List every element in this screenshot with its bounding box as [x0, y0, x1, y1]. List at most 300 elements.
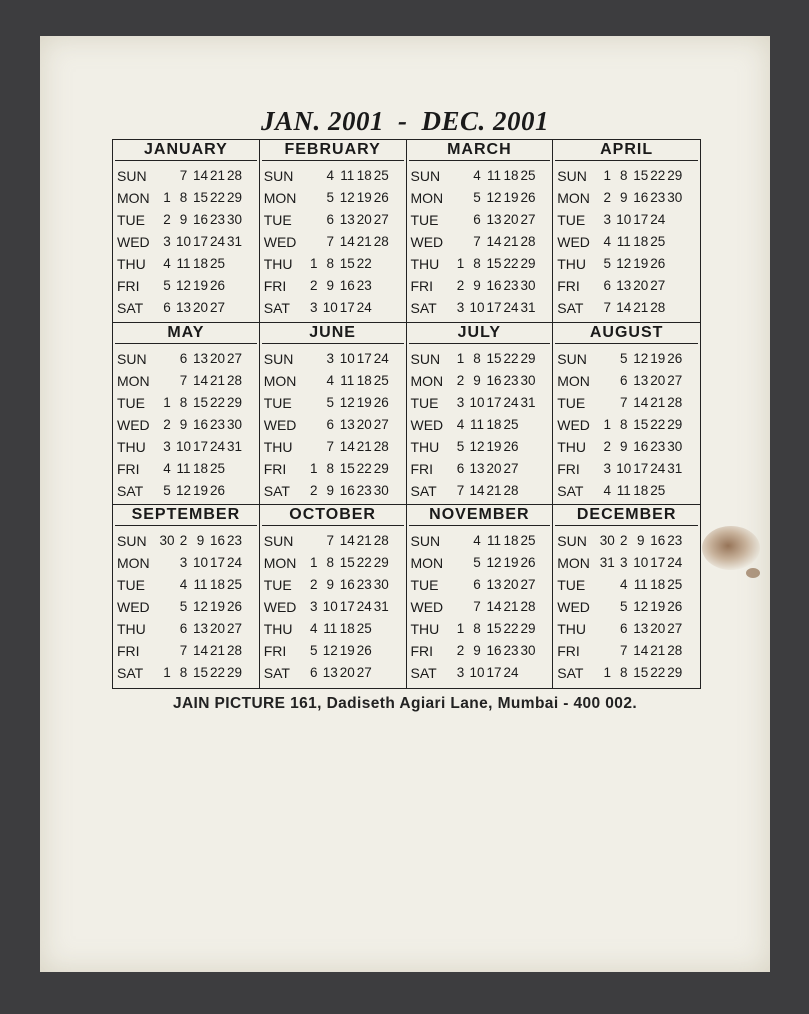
date-number: 20 — [339, 665, 355, 681]
date-number: 18 — [356, 372, 372, 388]
stain-mark — [746, 568, 760, 578]
date-number: 15 — [486, 256, 502, 271]
date-number: 10 — [322, 599, 338, 615]
weekday-label: FRI — [410, 460, 434, 477]
date-number — [159, 370, 175, 392]
date-number: 9 — [636, 533, 645, 549]
month-block — [260, 505, 407, 688]
date-number: 31 — [599, 555, 615, 571]
date-number: 1 — [603, 416, 611, 432]
date-numbers — [306, 436, 390, 458]
weekday-row — [117, 458, 259, 480]
date-number: 16 — [339, 278, 355, 293]
date-number — [306, 187, 322, 209]
date-number: 21 — [486, 482, 502, 498]
date-number: 27 — [520, 212, 536, 227]
date-number: 18 — [486, 416, 502, 432]
date-numbers — [159, 618, 243, 640]
heading-to: DEC. 2001 — [421, 106, 550, 136]
weekday-row — [557, 275, 700, 297]
weekday-label: SUN — [263, 168, 294, 184]
date-number: 11 — [340, 168, 355, 183]
date-number: 29 — [520, 621, 536, 637]
weekday-row — [117, 414, 259, 436]
date-number: 25 — [209, 256, 226, 271]
date-number: 18 — [209, 577, 226, 593]
date-numbers — [159, 596, 243, 618]
date-number: 22 — [209, 665, 226, 681]
date-number: 18 — [650, 577, 666, 593]
weekday-row — [264, 480, 406, 502]
weekday-row — [264, 596, 406, 618]
weekday-row — [411, 275, 553, 297]
weekday-row — [264, 370, 406, 392]
date-numbers — [159, 414, 243, 436]
date-number: 9 — [619, 190, 628, 205]
date-number — [520, 414, 537, 436]
weekday-label: THU — [410, 256, 440, 272]
date-number: 14 — [633, 643, 649, 659]
date-number: 23 — [356, 577, 372, 593]
date-number: 13 — [175, 300, 192, 315]
date-number: 1 — [309, 460, 318, 476]
date-number: 7 — [619, 394, 628, 410]
date-number — [373, 618, 390, 640]
date-number: 7 — [179, 643, 188, 659]
date-number: 26 — [667, 599, 683, 615]
weekday-row — [411, 165, 553, 187]
weekday-label: TUE — [263, 212, 292, 228]
date-number: 7 — [179, 372, 188, 388]
date-number: 31 — [667, 460, 683, 476]
date-numbers — [599, 640, 683, 662]
date-number — [666, 480, 683, 502]
date-number — [599, 348, 615, 370]
date-number: 11 — [340, 372, 355, 388]
date-number: 27 — [650, 278, 666, 293]
date-number: 21 — [633, 300, 649, 315]
date-number: 7 — [179, 168, 188, 183]
date-numbers — [306, 370, 390, 392]
date-number — [599, 640, 615, 662]
weekday-label: TUE — [117, 394, 145, 411]
date-number: 19 — [339, 643, 355, 659]
date-number: 21 — [209, 168, 226, 183]
date-number — [306, 209, 322, 231]
weekday-row — [411, 370, 553, 392]
date-number — [599, 618, 615, 640]
weekday-label: THU — [410, 621, 440, 638]
weekday-row — [117, 275, 259, 297]
weekday-row — [411, 253, 553, 275]
date-number: 23 — [209, 416, 226, 432]
date-number: 25 — [650, 234, 666, 249]
date-number: 31 — [226, 234, 243, 249]
weekday-label: TUE — [410, 212, 439, 228]
weekday-row — [411, 231, 553, 253]
date-number — [599, 596, 615, 618]
date-number: 7 — [619, 643, 628, 659]
date-number: 23 — [356, 278, 372, 293]
date-number: 26 — [520, 555, 536, 571]
date-number — [599, 370, 615, 392]
date-numbers — [159, 392, 243, 414]
date-number: 21 — [503, 234, 519, 249]
date-number: 28 — [520, 234, 536, 249]
month-name: FEBRUARY — [262, 140, 404, 161]
date-number: 21 — [356, 438, 372, 454]
calendar-heading — [40, 106, 770, 137]
date-number: 1 — [456, 350, 465, 366]
weekday-row — [411, 480, 553, 502]
date-number: 13 — [486, 577, 502, 593]
date-number: 17 — [486, 394, 502, 410]
weekday-label: THU — [117, 621, 146, 638]
date-number: 17 — [650, 555, 666, 571]
date-numbers — [159, 574, 243, 596]
weekday-row — [264, 414, 406, 436]
date-number: 1 — [603, 168, 611, 183]
weekday-row — [117, 370, 259, 392]
date-number: 29 — [226, 394, 243, 410]
date-number — [159, 596, 175, 618]
date-numbers — [453, 209, 537, 231]
weekday-label: SUN — [263, 350, 294, 367]
weekday-label: THU — [117, 256, 146, 272]
date-number — [666, 209, 683, 231]
date-numbers — [599, 253, 683, 275]
month-block — [113, 323, 260, 506]
weekday-row — [117, 297, 259, 319]
date-numbers — [599, 458, 683, 480]
date-numbers — [159, 436, 243, 458]
date-number — [453, 165, 469, 187]
date-number: 22 — [650, 168, 666, 183]
date-numbers — [306, 618, 390, 640]
date-number: 28 — [650, 300, 666, 315]
weekday-label: TUE — [557, 212, 586, 228]
date-number: 26 — [520, 190, 536, 205]
weekday-label: MON — [557, 555, 590, 572]
date-number: 14 — [192, 643, 209, 659]
date-number: 5 — [456, 438, 465, 454]
weekday-row — [264, 662, 406, 684]
date-number: 12 — [192, 599, 209, 615]
month-days — [407, 161, 553, 319]
date-number: 12 — [339, 394, 355, 410]
date-number: 19 — [650, 350, 666, 366]
date-numbers — [453, 436, 537, 458]
date-numbers — [159, 458, 243, 480]
date-number — [520, 458, 537, 480]
date-number: 15 — [633, 416, 649, 432]
date-number: 27 — [209, 300, 226, 315]
date-number: 6 — [619, 621, 628, 637]
weekday-row — [557, 297, 700, 319]
date-number: 13 — [469, 460, 485, 476]
date-number: 4 — [326, 372, 334, 388]
calendar-card — [40, 36, 770, 972]
date-number: 4 — [619, 577, 628, 593]
date-number: 18 — [633, 234, 649, 249]
date-number: 12 — [469, 438, 485, 454]
date-number: 14 — [192, 372, 209, 388]
date-number: 10 — [192, 555, 209, 571]
date-number: 1 — [456, 621, 465, 637]
date-number: 6 — [473, 577, 481, 593]
date-numbers — [306, 662, 390, 684]
date-number: 25 — [209, 460, 226, 476]
date-number: 27 — [520, 577, 536, 593]
date-number — [373, 253, 390, 275]
date-number: 20 — [633, 278, 649, 293]
date-number: 26 — [503, 438, 519, 454]
weekday-label: SAT — [410, 482, 437, 499]
date-number: 15 — [192, 394, 209, 410]
date-number: 5 — [326, 394, 334, 410]
weekday-label: MON — [263, 372, 297, 389]
date-number: 8 — [619, 416, 628, 432]
date-number — [373, 640, 390, 662]
date-number: 26 — [356, 643, 372, 659]
weekday-row — [117, 480, 259, 502]
date-number: 31 — [226, 438, 243, 454]
date-number: 16 — [339, 482, 355, 498]
date-number: 21 — [650, 394, 666, 410]
month-block — [407, 505, 554, 688]
weekday-label: TUE — [263, 394, 292, 411]
date-number: 3 — [603, 460, 611, 476]
date-number: 2 — [309, 482, 318, 498]
date-number: 10 — [469, 665, 485, 681]
heading-from: JAN. 2001 — [260, 106, 384, 136]
date-number: 4 — [163, 256, 171, 271]
date-numbers — [453, 392, 537, 414]
date-number: 11 — [176, 460, 191, 476]
weekday-label: SAT — [117, 665, 144, 682]
date-number: 7 — [326, 234, 334, 249]
month-name: JULY — [409, 323, 551, 344]
date-number: 23 — [650, 190, 666, 205]
weekday-row — [557, 253, 700, 275]
date-number: 9 — [196, 533, 205, 549]
date-number: 17 — [192, 234, 209, 249]
date-number: 15 — [633, 168, 649, 183]
date-number: 10 — [175, 234, 192, 249]
date-number — [453, 530, 469, 552]
date-numbers — [599, 231, 683, 253]
date-numbers — [306, 275, 390, 297]
date-numbers — [599, 275, 683, 297]
date-number: 17 — [209, 555, 226, 571]
weekday-row — [264, 165, 406, 187]
date-number: 14 — [339, 234, 355, 249]
date-number — [159, 165, 175, 187]
date-number: 22 — [356, 256, 372, 271]
month-days — [113, 344, 259, 502]
date-number: 20 — [209, 621, 226, 637]
weekday-row — [411, 458, 553, 480]
date-numbers — [159, 275, 243, 297]
date-number: 28 — [667, 394, 683, 410]
date-number: 19 — [356, 394, 372, 410]
date-number: 24 — [503, 300, 519, 315]
date-number: 4 — [179, 577, 188, 593]
date-number: 3 — [456, 300, 465, 315]
weekday-row — [264, 297, 406, 319]
weekday-row — [557, 231, 700, 253]
date-number — [226, 275, 243, 297]
date-number: 6 — [473, 212, 481, 227]
date-number: 9 — [619, 438, 628, 454]
date-number: 20 — [209, 350, 226, 366]
date-number: 30 — [667, 190, 683, 205]
date-number: 3 — [456, 394, 465, 410]
date-number — [520, 662, 537, 684]
date-number: 8 — [619, 168, 628, 183]
date-number — [599, 574, 615, 596]
weekday-row — [117, 187, 259, 209]
date-number: 11 — [616, 482, 631, 498]
date-number — [306, 530, 322, 552]
date-number: 2 — [456, 372, 465, 388]
date-number: 26 — [226, 599, 243, 615]
date-number: 27 — [356, 665, 372, 681]
date-number: 1 — [309, 555, 318, 571]
date-numbers — [159, 552, 243, 574]
month-name: JANUARY — [115, 140, 257, 161]
date-number: 22 — [650, 416, 666, 432]
weekday-row — [264, 640, 406, 662]
date-number: 13 — [192, 621, 209, 637]
date-number: 16 — [209, 533, 226, 549]
date-number: 31 — [373, 599, 389, 615]
date-number: 2 — [619, 533, 628, 549]
date-number: 16 — [339, 577, 355, 593]
date-number: 10 — [339, 350, 355, 366]
weekday-row — [557, 370, 700, 392]
date-number: 9 — [326, 577, 334, 593]
month-days — [260, 344, 406, 502]
date-number: 13 — [322, 665, 338, 681]
date-number: 19 — [503, 190, 519, 205]
date-number: 13 — [192, 350, 209, 366]
weekday-label: THU — [557, 438, 587, 455]
weekday-label: TUE — [263, 577, 292, 594]
weekday-row — [264, 348, 406, 370]
weekday-label: MON — [410, 555, 444, 572]
date-number: 18 — [192, 256, 209, 271]
date-number: 8 — [179, 394, 188, 410]
date-number: 22 — [356, 460, 372, 476]
date-number — [226, 458, 243, 480]
date-number: 14 — [616, 300, 632, 315]
weekday-row — [557, 574, 700, 596]
date-numbers — [599, 187, 683, 209]
weekday-row — [557, 436, 700, 458]
date-number: 23 — [503, 278, 519, 293]
date-number: 20 — [503, 212, 519, 227]
date-numbers — [159, 662, 243, 684]
date-numbers — [159, 480, 243, 502]
date-number: 12 — [486, 555, 502, 571]
weekday-row — [411, 392, 553, 414]
date-numbers — [599, 165, 683, 187]
date-number — [373, 275, 390, 297]
date-number: 30 — [159, 533, 175, 549]
date-number: 9 — [179, 212, 188, 227]
date-number: 28 — [373, 234, 389, 249]
date-numbers — [453, 640, 537, 662]
month-name: JUNE — [262, 323, 404, 344]
date-number: 12 — [339, 190, 355, 205]
date-number — [226, 480, 243, 502]
date-numbers — [306, 297, 390, 319]
date-number: 8 — [619, 665, 628, 681]
weekday-row — [264, 231, 406, 253]
date-number: 12 — [633, 350, 649, 366]
weekday-label: SUN — [557, 533, 587, 550]
date-number: 14 — [486, 234, 502, 249]
date-number: 26 — [209, 278, 226, 293]
weekday-row — [411, 436, 553, 458]
date-numbers — [599, 596, 683, 618]
date-number: 18 — [192, 460, 209, 476]
month-name: MARCH — [409, 140, 551, 161]
weekday-row — [117, 662, 259, 684]
date-number: 19 — [209, 599, 226, 615]
weekday-label: THU — [117, 438, 146, 455]
date-number: 20 — [650, 621, 666, 637]
weekday-row — [264, 552, 406, 574]
date-number: 23 — [503, 643, 519, 659]
weekday-label: THU — [263, 438, 293, 455]
date-number: 29 — [520, 350, 536, 366]
month-block — [553, 323, 700, 506]
date-number: 11 — [193, 577, 208, 593]
weekday-row — [557, 165, 700, 187]
weekday-label: SAT — [410, 665, 437, 682]
weekday-row — [557, 480, 700, 502]
date-number: 1 — [163, 190, 171, 205]
weekday-label: FRI — [263, 460, 287, 477]
date-number: 3 — [456, 665, 465, 681]
date-numbers — [159, 187, 243, 209]
date-number: 17 — [486, 300, 502, 315]
date-number: 23 — [503, 372, 519, 388]
date-numbers — [453, 275, 537, 297]
weekday-label: SAT — [117, 300, 144, 316]
date-number: 27 — [667, 621, 683, 637]
date-number: 4 — [473, 533, 481, 549]
date-number: 25 — [650, 482, 666, 498]
date-number: 20 — [503, 577, 519, 593]
date-numbers — [599, 574, 683, 596]
date-numbers — [306, 414, 390, 436]
weekday-row — [411, 552, 553, 574]
date-number: 4 — [326, 168, 334, 183]
date-numbers — [453, 348, 537, 370]
date-number: 21 — [503, 599, 519, 615]
date-number — [520, 480, 537, 502]
date-number: 26 — [373, 394, 389, 410]
date-number: 1 — [163, 665, 171, 681]
date-number: 6 — [163, 300, 171, 315]
date-number: 27 — [226, 350, 243, 366]
date-number: 31 — [520, 300, 536, 315]
date-number: 13 — [633, 372, 649, 388]
date-number — [666, 297, 683, 319]
